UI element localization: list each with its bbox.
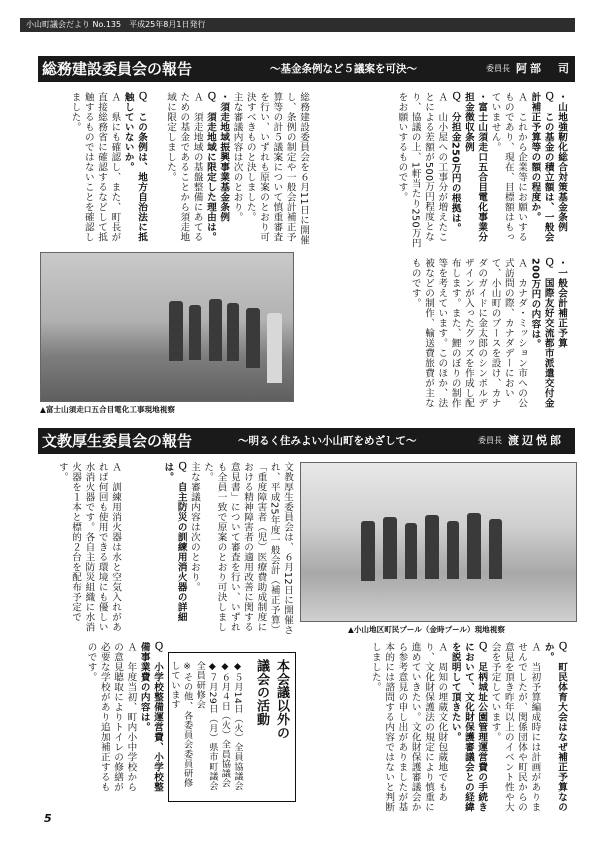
activities-title (247, 659, 291, 797)
s1-q2: Ｑ この条例は、地方自治法に抵触していないか。 (122, 92, 147, 242)
s1-q4: Ｑ 分担金250万円の根拠は。 (449, 92, 461, 234)
activities-list (169, 661, 243, 797)
s2-q2: Ｑ 小学校整備運営費、小学校整備事業費の内容は。 (138, 642, 163, 792)
s1-a2: Ａ 県にも確認し、また、町長が直接総務省に確認するなどして抵触するものではないことを確認しました。 (69, 92, 121, 242)
s2-intro: 文教厚生委員会は、６月12日に開催され、平成25年度一般会計（補正予算）「重度障害者（児）医療費助成制度における精神障害者の適用改善に関する意見書」について審査を行い、いずれも全員一致で原案のとおり可決しました。 (202, 462, 293, 636)
activity-item-1: ◆５月14日（火）全員協議会 (232, 661, 243, 791)
s2-a3: Ａ 当初予算編成時には計画がありませんでしたが、関係団体や町民からの意見を頂き昨年以上のイベント性や大会を予定しています。 (489, 642, 541, 812)
s1-a4: Ａ 山小屋への工事分が増えたことによる差額が500万円程度となり、協議の上、1軒当たり250万円をお願いするものです。 (396, 92, 448, 249)
section1-chair-name: 阿部 司 (516, 62, 572, 75)
section1-left-block-2 (40, 92, 148, 250)
section2-chair-role: 委員長 (478, 436, 502, 445)
s2-intro2: 主な審議内容は次のとおり。 (188, 462, 200, 592)
s2-q4: Ｑ 足柄城址公園管理運営費の手続きにおいて、文化財保護審議会との経緯を説明して頂きたい。 (449, 642, 488, 812)
s1-heading-2: ・山地強靭化総合対策基金条例 (556, 92, 567, 232)
section2-upper-block-2 (40, 462, 122, 640)
photo1-caption: ▲富士山須走口五合目電化工事現地視察 (40, 405, 175, 414)
section2-subtitle: ～明るく住みよい小山町をめざして～ (238, 435, 417, 447)
photo-pool-inspection (300, 462, 577, 622)
s1-heading-1: ・須走地域振興事業基金条例 (218, 92, 230, 222)
s2-q3: Ｑ 町民体育大会はなぜ補正予算なのか。 (542, 642, 567, 812)
s2-a4: Ａ 周知の埋蔵文化財包蔵地でもあり、文化財保護法の規定により慎重に進めていきたい。文化財保護審議会から参考意見の申し出がありましたが基本的には諮問する内容ではないと判断しました。 (369, 642, 448, 812)
section2-upper-block (124, 462, 294, 640)
s1-a1: Ａ 須走地域の基盤整備にあてるための基金であることから須走地域に限定しました。 (165, 92, 203, 242)
s2-q1: Ｑ 自主防災の訓練用消火器の詳細は。 (162, 462, 187, 622)
council-activities-box (168, 652, 296, 802)
s1-a3: Ａ これから企業等にお願いするものであり、現在、目標額はもっていません。 (489, 92, 528, 242)
s1-q5: Ｑ 国際友好交流都市派遣交付金200万円の内容は。 (529, 258, 554, 408)
s1-q3: Ｑ この基金の積立額は、一般会計補正予算等の額の程度か。 (529, 92, 554, 242)
s2-a2: Ａ 年度当初、町内小中学校からの意見聴取によりトイレの修繕が必要な学校があり追加補正するものです。 (85, 642, 137, 792)
section2-lower-left-block (40, 642, 164, 792)
section1-lower-block (300, 258, 568, 408)
section1-title: 総務建設委員会の報告 (42, 60, 193, 78)
page-number: 5 (44, 812, 52, 825)
s1-heading-3: ・富士山須走口五合目電化事業分担金徴収条例 (462, 92, 488, 242)
section1-subtitle: ～基金条例など５議案を可決～ (270, 63, 417, 75)
photo2-caption: ▲小山地区町民プール（金時プール）現地視察 (348, 625, 505, 634)
activities-title-line2: 議会の活動 (254, 659, 269, 726)
section1-chair-role: 委員長 (486, 64, 510, 73)
activity-item-2: ◆６月４日（火）全員協議会 (219, 661, 231, 788)
activity-item-3: ◆７月29日（月）県市町議会全員研修会 (194, 661, 218, 791)
s1-intro: 総務建設委員会を６月11日に開催し、条例の制定や一般会計補正予算等の計５議案について慎重審査を行い、いずれも原案のとおり可決すべきものと決しました。 (244, 92, 309, 246)
section1-right-block (314, 92, 568, 250)
s2-a1: Ａ 訓練用消火器は水と空気入れがあれば何回も使用できる環境にも優しい水消火器です。各自主防災組織に水消火器を１本と標的２台を配布予定です。 (56, 462, 121, 632)
s1-q1: Ｑ 須走地域に限定した理由は。 (204, 92, 216, 242)
s1-a5: Ａ カナダ・ミッション市への公式訪問の際、カナダデーにおいて、小山町のブースを設け、カナダのガイドに金太郎のシンボルデザインが入ったグッズを作成し配布します。また、鯉のぼりの制作等を考えています。このほか、法被などの制作、輸送費旅費が主なものです。 (409, 258, 528, 408)
s1-intro2: 主な審議内容は次のとおり。 (231, 92, 243, 222)
section2-title: 文教厚生委員会の報告 (42, 432, 193, 450)
section1-title-bar (38, 56, 575, 82)
photo-summit-inspection (40, 252, 294, 402)
issue-header: 小山町議会だより No.135 平成25年8月1日発行 (20, 18, 575, 32)
section2-chair-name: 渡辺悦郎 (508, 434, 564, 447)
section1-left-block (150, 92, 310, 250)
activity-note: ※その他、各委員会委員研修しています (169, 661, 193, 788)
s1-heading-4: ・一般会計補正予算 (556, 258, 567, 348)
section2-title-bar (38, 428, 575, 454)
activities-title-line1: 本会議以外の (274, 659, 289, 740)
section2-lower-right-block (300, 642, 568, 812)
